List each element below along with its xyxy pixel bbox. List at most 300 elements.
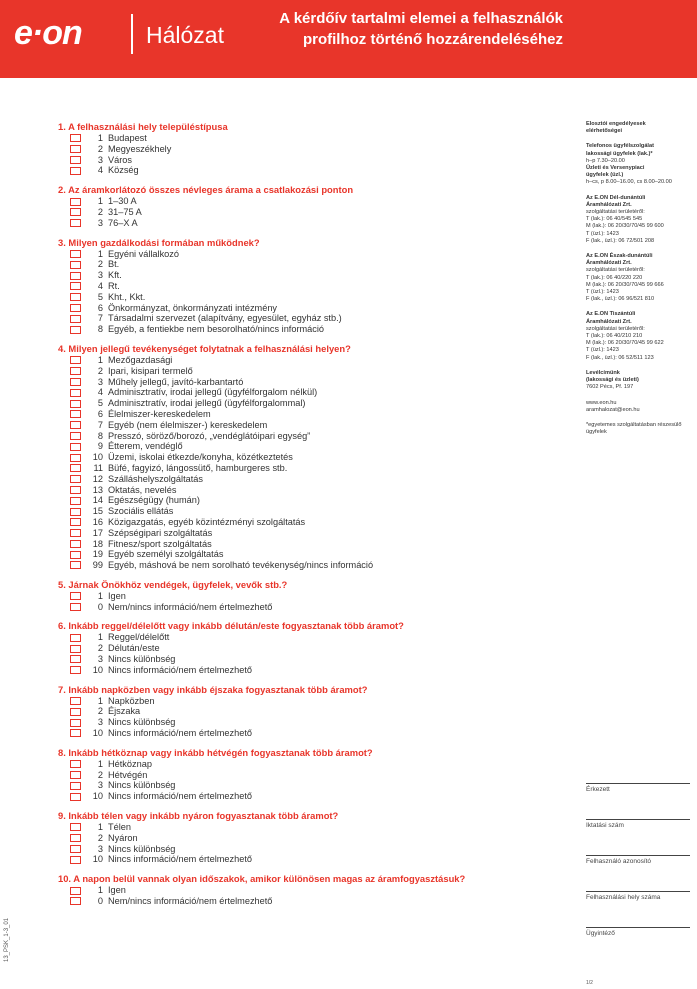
- answer-checkbox[interactable]: [70, 421, 81, 429]
- answer-label: Mezőgazdasági: [108, 354, 173, 365]
- answer-checkbox[interactable]: [70, 719, 81, 727]
- answer-label: Budapest: [108, 133, 147, 143]
- question-2: [58, 184, 498, 228]
- contact-line: T (üzl.): 1423: [586, 289, 619, 296]
- answer-checkbox[interactable]: [70, 389, 81, 397]
- answer-option[interactable]: [58, 602, 498, 613]
- answer-checkbox[interactable]: [70, 729, 81, 737]
- answer-label: Napközben: [108, 695, 155, 706]
- answer-code: 0: [97, 896, 103, 907]
- office-field-label: Iktatási szám: [586, 822, 624, 829]
- answer-checkbox[interactable]: [70, 508, 81, 516]
- contact-line: 7602 Pécs, Pf. 197: [586, 384, 634, 391]
- answer-label: Önkormányzat, önkormányzati intézmény: [108, 302, 278, 313]
- answer-option[interactable]: [58, 495, 498, 506]
- contact-block: [586, 253, 691, 303]
- answer-code: 1: [97, 632, 103, 643]
- office-field-label: Felhasználó azonosító: [586, 858, 652, 865]
- answer-label: Nincs különbség: [108, 843, 176, 854]
- answer-checkbox[interactable]: [70, 326, 81, 334]
- office-field-label: Érkezett: [586, 786, 610, 793]
- answer-option[interactable]: [58, 654, 498, 665]
- answer-option[interactable]: [58, 854, 498, 865]
- answer-label: Egyéb, máshová be nem sorolható tevékenység/nincs információ: [108, 560, 374, 571]
- answer-code: 1: [97, 695, 103, 706]
- answer-label: Község: [108, 165, 139, 176]
- answer-label: Nem/nincs információ/nem értelmezhető: [108, 601, 273, 612]
- contact-line: Üzleti és Versenypiaci: [586, 165, 645, 172]
- answer-option[interactable]: [58, 366, 498, 377]
- answer-option[interactable]: [58, 207, 498, 218]
- contact-line: Levélcímünk: [586, 369, 620, 376]
- contact-line: *egyetemes szolgáltatásban részesülő: [586, 421, 682, 428]
- answer-code: 2: [97, 365, 103, 376]
- question-title: 3. Milyen gazdálkodási formában működnek?: [58, 236, 260, 248]
- contact-line: F (lak., üzl.): 06 72/501 208: [586, 237, 655, 244]
- question-title: 2. Az áramkorlátozó összes névleges árama a csatlakozási ponton: [58, 184, 354, 196]
- answer-checkbox[interactable]: [70, 432, 81, 440]
- answer-code: 2: [97, 769, 103, 780]
- contact-line: M (lak.): 06 20/30/70/45 99 600: [586, 223, 664, 230]
- answer-label: Üzemi, iskolai étkezde/konyha, közétkeztetés: [108, 452, 293, 463]
- answer-label: Város: [108, 154, 133, 165]
- form-code: 13_PSK_1-3_01: [4, 917, 10, 962]
- answer-checkbox[interactable]: [70, 282, 81, 290]
- question-title: 6. Inkább reggel/délelőtt vagy inkább délután/este fogyasztanak több áramot?: [58, 620, 404, 632]
- answer-checkbox[interactable]: [70, 645, 81, 653]
- answer-label: Fitnesz/sport szolgáltatás: [108, 538, 212, 549]
- contact-line: Áramhálózati Zrt.: [586, 318, 632, 325]
- answer-option[interactable]: [58, 591, 498, 602]
- answer-option[interactable]: [58, 822, 498, 833]
- answer-option[interactable]: [58, 759, 498, 770]
- answer-label: Egyéni vállalkozó: [108, 248, 179, 259]
- contact-line: T (üzl.): 1423: [586, 230, 619, 237]
- answer-code: 10: [92, 452, 103, 463]
- answer-checkbox[interactable]: [70, 793, 81, 801]
- answer-option[interactable]: [58, 155, 498, 166]
- page-title: [279, 8, 563, 50]
- answer-checkbox[interactable]: [70, 561, 81, 569]
- answer-checkbox[interactable]: [70, 782, 81, 790]
- answer-label: Szálláshelyszolgáltatás: [108, 473, 203, 484]
- answer-option[interactable]: [58, 133, 498, 144]
- contact-line: T (lak.): 06 40/210 210: [586, 333, 643, 340]
- question-title: 1. A felhasználási hely településtípusa: [58, 121, 228, 132]
- answer-label: Rt.: [108, 280, 120, 291]
- contact-line: Áramhálózati Zrt.: [586, 201, 632, 208]
- answer-label: Igen: [108, 885, 126, 896]
- answer-label: Nincs információ/nem értelmezhető: [108, 728, 252, 739]
- contact-block: [586, 311, 691, 361]
- answer-option[interactable]: [58, 474, 498, 485]
- answer-checkbox[interactable]: [70, 887, 81, 895]
- answer-label: Nincs különbség: [108, 654, 176, 665]
- office-field[interactable]: [586, 783, 690, 819]
- answer-option[interactable]: [58, 387, 498, 398]
- answer-option[interactable]: [58, 791, 498, 802]
- question-6: [58, 620, 498, 675]
- contact-line: M (lak.): 06 20/30/70/45 99 622: [586, 340, 664, 347]
- answer-code: 1: [97, 354, 103, 365]
- answer-checkbox[interactable]: [70, 540, 81, 548]
- answer-code: 2: [97, 143, 103, 154]
- answer-label: Délután/este: [108, 643, 160, 654]
- question-title: 9. Inkább télen vagy inkább nyáron fogyasztanak több áramot?: [58, 810, 339, 822]
- logo-subtitle: Hálózat: [146, 22, 224, 48]
- page-title-line1: A kérdőív tartalmi elemei a felhasználók: [279, 10, 563, 27]
- office-field[interactable]: [586, 927, 690, 963]
- answer-code: 10: [92, 791, 103, 802]
- contact-line: lakossági ügyfelek (lak.)*: [586, 150, 653, 157]
- answer-option[interactable]: [58, 218, 498, 229]
- answer-checkbox[interactable]: [70, 400, 81, 408]
- answer-checkbox[interactable]: [70, 378, 81, 386]
- answer-code: 13: [92, 484, 103, 495]
- answer-checkbox[interactable]: [70, 551, 81, 559]
- answer-checkbox[interactable]: [70, 315, 81, 323]
- contact-line: elérhetőségei: [586, 128, 623, 135]
- answer-code: 11: [93, 462, 103, 473]
- questionnaire: [58, 121, 498, 915]
- contact-line: (lakossági és üzleti): [586, 377, 639, 384]
- office-use-fields: [586, 783, 690, 963]
- answer-checkbox[interactable]: [70, 475, 81, 483]
- answer-label: Ipari, kisipari termelő: [108, 365, 193, 376]
- contact-line: M (lak.): 06 20/30/70/45 99 666: [586, 281, 664, 288]
- answer-label: Nyáron: [108, 832, 138, 843]
- answer-option[interactable]: [58, 165, 498, 176]
- question-4: [58, 343, 498, 571]
- answer-label: Oktatás, nevelés: [108, 484, 177, 495]
- answer-option[interactable]: [58, 528, 498, 539]
- answer-code: 99: [92, 560, 103, 571]
- contact-line: ügyfelek: [586, 429, 607, 436]
- answer-label: 31–75 A: [108, 206, 142, 217]
- contact-line: F (lak., üzl.): 06 96/521 810: [586, 296, 655, 303]
- contact-line: Az E.ON Dél-dunántúli: [586, 194, 646, 201]
- answer-option[interactable]: [58, 728, 498, 739]
- answer-checkbox[interactable]: [70, 208, 81, 216]
- answer-label: Társadalmi szervezet (alapítvány, egyesület, egyház stb.): [108, 313, 342, 324]
- answer-code: 7: [97, 313, 103, 324]
- answer-label: Egészségügy (humán): [108, 495, 200, 506]
- answer-checkbox[interactable]: [70, 845, 81, 853]
- answer-label: Igen: [108, 590, 126, 601]
- answer-code: 6: [97, 302, 103, 313]
- answer-label: 1–30 A: [108, 196, 137, 207]
- answer-code: 2: [97, 259, 103, 270]
- answer-code: 2: [97, 832, 103, 843]
- answer-checkbox[interactable]: [70, 518, 81, 526]
- office-field[interactable]: [586, 819, 690, 855]
- answer-checkbox[interactable]: [70, 486, 81, 494]
- answer-option[interactable]: [58, 441, 498, 452]
- answer-code: 16: [92, 516, 103, 527]
- page-title-line2: profilhoz történő hozzárendeléséhez: [302, 31, 563, 48]
- answer-label: Nincs különbség: [108, 717, 176, 728]
- contact-line: Telefonos ügyfélszolgálat: [586, 143, 654, 150]
- answer-option[interactable]: [58, 539, 498, 550]
- eon-logo: e·on: [14, 14, 82, 52]
- answer-code: 1: [97, 758, 103, 769]
- contact-block: [586, 121, 691, 135]
- answer-code: 4: [97, 280, 103, 291]
- question-8: [58, 747, 498, 802]
- answer-checkbox[interactable]: [70, 250, 81, 258]
- logo-divider: [131, 14, 133, 54]
- answer-option[interactable]: [58, 355, 498, 366]
- question-title: 4. Milyen jellegű tevékenységet folytatnak a felhasználási helyen?: [58, 342, 351, 354]
- answer-code: 3: [97, 376, 103, 387]
- answer-code: 8: [97, 430, 103, 441]
- answer-checkbox[interactable]: [70, 497, 81, 505]
- answer-checkbox[interactable]: [70, 198, 81, 206]
- answer-option[interactable]: [58, 506, 498, 517]
- answer-option[interactable]: [58, 632, 498, 643]
- answer-code: 7: [97, 419, 103, 430]
- answer-code: 5: [97, 398, 103, 409]
- answer-checkbox[interactable]: [70, 145, 81, 153]
- answer-option[interactable]: [58, 144, 498, 155]
- answer-option[interactable]: [58, 313, 498, 324]
- answer-code: 3: [97, 217, 103, 228]
- answer-label: Műhely jellegű, javító-karbantartó: [108, 376, 244, 387]
- office-field[interactable]: [586, 855, 690, 891]
- answer-code: 2: [97, 706, 103, 717]
- answer-code: 14: [92, 495, 103, 506]
- answer-option[interactable]: [58, 717, 498, 728]
- question-5: [58, 579, 498, 613]
- answer-option[interactable]: [58, 259, 498, 270]
- answer-checkbox[interactable]: [70, 410, 81, 418]
- answer-checkbox[interactable]: [70, 304, 81, 312]
- answer-option[interactable]: [58, 833, 498, 844]
- answer-checkbox[interactable]: [70, 666, 81, 674]
- answer-code: 3: [97, 270, 103, 281]
- answer-checkbox[interactable]: [70, 760, 81, 768]
- answer-checkbox[interactable]: [70, 708, 81, 716]
- answer-checkbox[interactable]: [70, 261, 81, 269]
- answer-option[interactable]: [58, 696, 498, 707]
- answer-code: 8: [97, 324, 103, 335]
- answer-label: Hétköznap: [108, 758, 152, 769]
- contact-line: T (lak.): 06 40/545 545: [586, 216, 643, 223]
- question-title: 10. A napon belül vannak olyan időszakok, amikor különösen magas az áramfogyasztásuk?: [58, 873, 466, 885]
- answer-option[interactable]: [58, 281, 498, 292]
- answer-code: 6: [97, 408, 103, 419]
- answer-code: 3: [97, 154, 103, 165]
- answer-label: Büfé, fagyizó, lángossütő, hamburgeres stb.: [108, 462, 288, 473]
- answer-label: Presszó, söröző/borozó, „vendéglátóipari egység”: [108, 430, 311, 441]
- answer-option[interactable]: [58, 844, 498, 855]
- answer-checkbox[interactable]: [70, 272, 81, 280]
- answer-code: 1: [97, 822, 103, 833]
- answer-code: 10: [92, 854, 103, 865]
- contact-line: Az E.ON Tiszántúli: [586, 311, 636, 318]
- question-title: 7. Inkább napközben vagy inkább éjszaka fogyasztanak több áramot?: [58, 683, 368, 695]
- answer-code: 4: [97, 165, 103, 176]
- answer-checkbox[interactable]: [70, 771, 81, 779]
- answer-code: 3: [97, 843, 103, 854]
- answer-option[interactable]: [58, 770, 498, 781]
- contact-line: T (üzl.): 1423: [586, 347, 619, 354]
- office-field-label: Felhasználási hely száma: [586, 894, 661, 901]
- answer-checkbox[interactable]: [70, 167, 81, 175]
- answer-code: 1: [97, 885, 103, 896]
- answer-code: 3: [97, 780, 103, 791]
- answer-option[interactable]: [58, 431, 498, 442]
- question-7: [58, 684, 498, 739]
- answer-code: 1: [97, 196, 103, 207]
- answer-code: 19: [92, 549, 103, 560]
- answer-option[interactable]: [58, 706, 498, 717]
- answer-label: Bt.: [108, 259, 120, 270]
- answer-checkbox[interactable]: [70, 464, 81, 472]
- contact-line: Áramhálózati Zrt.: [586, 260, 632, 267]
- answer-label: Szépségipari szolgáltatás: [108, 527, 213, 538]
- answer-code: 1: [97, 133, 103, 143]
- answer-option[interactable]: [58, 324, 498, 335]
- answer-label: Reggel/délelőtt: [108, 632, 170, 643]
- answer-checkbox[interactable]: [70, 454, 81, 462]
- answer-checkbox[interactable]: [70, 592, 81, 600]
- answer-label: Szociális ellátás: [108, 506, 174, 517]
- answer-checkbox[interactable]: [70, 293, 81, 301]
- contact-line: Elosztói engedélyesek: [586, 121, 646, 127]
- contact-line: szolgáltatási területéről:: [586, 267, 645, 274]
- answer-code: 4: [97, 387, 103, 398]
- contact-line: h–p 7.30–20.00: [586, 157, 625, 164]
- answer-label: Közigazgatás, egyéb közintézményi szolgáltatás: [108, 516, 306, 527]
- answer-option[interactable]: [58, 885, 498, 896]
- answer-option[interactable]: [58, 377, 498, 388]
- answer-code: 17: [92, 527, 103, 538]
- answer-option[interactable]: [58, 303, 498, 314]
- answer-label: Kft.: [108, 270, 122, 281]
- answer-code: 9: [97, 441, 103, 452]
- contact-block: [586, 400, 691, 414]
- answer-checkbox[interactable]: [70, 367, 81, 375]
- answer-option[interactable]: [58, 560, 498, 571]
- question-10: [58, 873, 498, 907]
- answer-checkbox[interactable]: [70, 834, 81, 842]
- answer-option[interactable]: [58, 517, 498, 528]
- answer-checkbox[interactable]: [70, 897, 81, 905]
- answer-label: Egyéb személyi szolgáltatás: [108, 549, 224, 560]
- answer-checkbox[interactable]: [70, 219, 81, 227]
- contact-line: www.eon.hu: [586, 399, 617, 406]
- answer-checkbox[interactable]: [70, 823, 81, 831]
- answer-checkbox[interactable]: [70, 603, 81, 611]
- contact-block: [586, 422, 691, 436]
- answer-checkbox[interactable]: [70, 697, 81, 705]
- contact-line: Az E.ON Észak-dunántúli: [586, 253, 653, 260]
- page-header: [0, 0, 697, 78]
- answer-checkbox[interactable]: [70, 529, 81, 537]
- answer-label: Nincs különbség: [108, 780, 176, 791]
- answer-label: 76–X A: [108, 217, 138, 228]
- office-field-label: Ügyintéző: [586, 930, 615, 937]
- contact-line: aramhalozat@eon.hu: [586, 406, 640, 413]
- answer-code: 5: [97, 291, 103, 302]
- answer-code: 3: [97, 717, 103, 728]
- answer-option[interactable]: [58, 409, 498, 420]
- answer-option[interactable]: [58, 249, 498, 260]
- contact-sidebar: [586, 121, 691, 444]
- answer-option[interactable]: [58, 896, 498, 907]
- answer-option[interactable]: [58, 196, 498, 207]
- answer-label: Egyéb (nem élelmiszer-) kereskedelem: [108, 419, 268, 430]
- answer-label: Télen: [108, 822, 131, 833]
- answer-label: Nincs információ/nem értelmezhető: [108, 854, 252, 865]
- answer-label: Nem/nincs információ/nem értelmezhető: [108, 896, 273, 907]
- answer-option[interactable]: [58, 665, 498, 676]
- answer-checkbox[interactable]: [70, 443, 81, 451]
- question-3: [58, 237, 498, 335]
- answer-code: 0: [97, 601, 103, 612]
- answer-option[interactable]: [58, 485, 498, 496]
- contact-line: F (lak., üzl.): 06 52/511 123: [586, 354, 654, 361]
- answer-checkbox[interactable]: [70, 655, 81, 663]
- answer-label: Egyéb, a fentiekbe nem besorolható/nincs információ: [108, 324, 325, 335]
- answer-code: 15: [92, 506, 103, 517]
- question-title: 8. Inkább hétköznap vagy inkább hétvégén fogyasztanak több áramot?: [58, 746, 373, 758]
- answer-label: Nincs információ/nem értelmezhető: [108, 791, 252, 802]
- answer-option[interactable]: [58, 780, 498, 791]
- answer-label: Hétvégén: [108, 769, 148, 780]
- answer-code: 3: [97, 654, 103, 665]
- contact-block: [586, 143, 691, 186]
- contact-line: T (lak.): 06 40/220 220: [586, 274, 643, 281]
- answer-label: Adminisztratív, irodai jellegű (ügyfélforgalommal): [108, 398, 306, 409]
- answer-code: 1: [97, 248, 103, 259]
- answer-label: Adminisztratív, irodai jellegű (ügyfélforgalom nélkül): [108, 387, 318, 398]
- answer-checkbox[interactable]: [70, 156, 81, 164]
- answer-option[interactable]: [58, 549, 498, 560]
- answer-code: 12: [92, 473, 103, 484]
- answer-label: Éjszaka: [108, 706, 141, 717]
- answer-label: Étterem, vendéglő: [108, 441, 183, 452]
- answer-option[interactable]: [58, 420, 498, 431]
- answer-option[interactable]: [58, 452, 498, 463]
- answer-checkbox[interactable]: [70, 356, 81, 364]
- answer-checkbox[interactable]: [70, 134, 81, 142]
- answer-code: 18: [92, 538, 103, 549]
- answer-option[interactable]: [58, 292, 498, 303]
- answer-code: 2: [97, 643, 103, 654]
- answer-checkbox[interactable]: [70, 634, 81, 642]
- contact-line: szolgáltatási területéről:: [586, 209, 645, 216]
- contact-line: h–cs, p 8.00–16.00, cs 8.00–20.00: [586, 179, 672, 186]
- answer-code: 1: [97, 590, 103, 601]
- answer-label: Nincs információ/nem értelmezhető: [108, 664, 252, 675]
- contact-block: [586, 370, 691, 392]
- answer-label: Kht., Kkt.: [108, 291, 146, 302]
- question-title: 5. Járnak Önökhöz vendégek, ügyfelek, vevők stb.?: [58, 578, 288, 590]
- office-field[interactable]: [586, 891, 690, 927]
- answer-label: Élelmiszer-kereskedelem: [108, 408, 211, 419]
- answer-checkbox[interactable]: [70, 856, 81, 864]
- answer-option[interactable]: [58, 463, 498, 474]
- answer-option[interactable]: [58, 398, 498, 409]
- contact-line: szolgáltatási területéről:: [586, 325, 645, 332]
- answer-option[interactable]: [58, 270, 498, 281]
- answer-code: 2: [97, 206, 103, 217]
- question-1: [58, 121, 498, 176]
- answer-option[interactable]: [58, 643, 498, 654]
- answer-code: 10: [92, 728, 103, 739]
